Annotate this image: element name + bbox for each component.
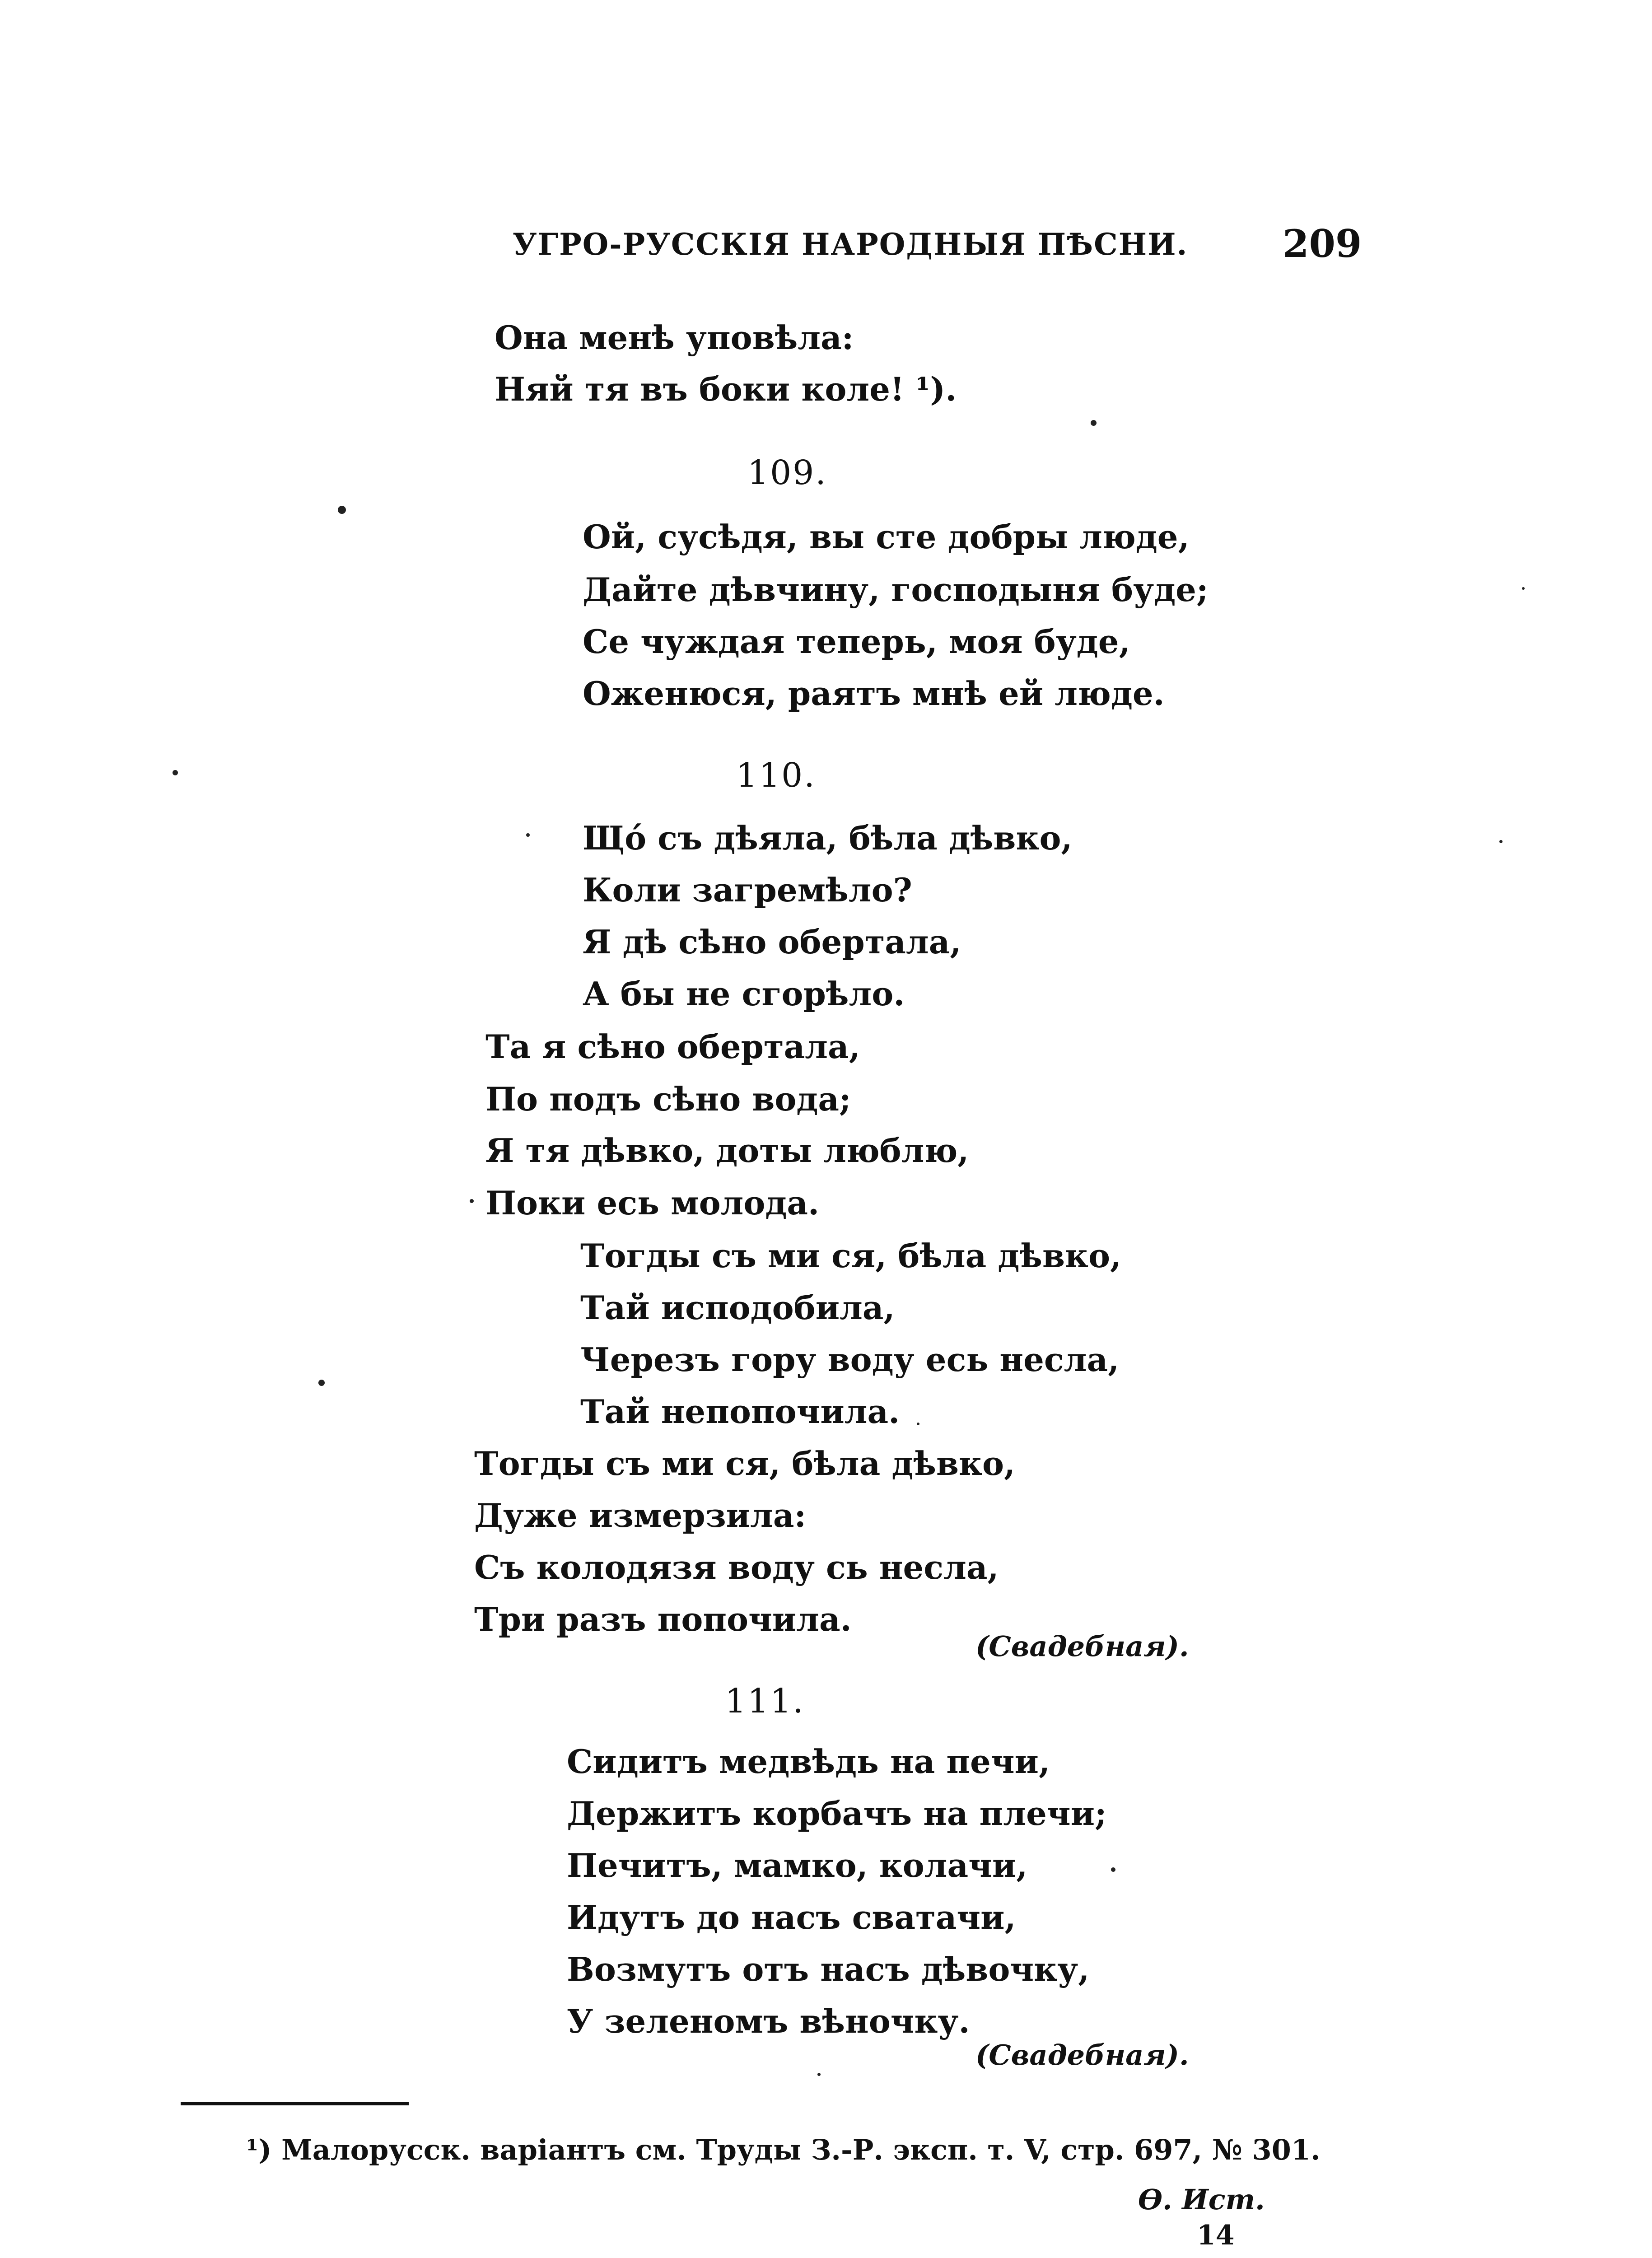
verse-line: Я дѣ сѣно обертала,: [583, 923, 961, 961]
song-number: 111.: [725, 1682, 805, 1721]
verse-line: Дуже измерзила:: [474, 1496, 807, 1535]
verse-line: Коли загремѣло?: [583, 871, 912, 909]
page-number: 209: [1283, 221, 1362, 266]
footnote: ¹) Малорусск. варіантъ см. Труды З.-Р. эксп. т. V, стр. 697, № 301.: [246, 2133, 1321, 2166]
verse-line: Я тя дѣвко, доты люблю,: [485, 1131, 969, 1170]
verse-line: Тогды съ ми ся, бѣла дѣвко,: [474, 1444, 1016, 1483]
scan-speck: [1091, 420, 1097, 426]
verse-line: Тай непопочила.: [580, 1392, 900, 1431]
verse-line: У зеленомъ вѣночку.: [567, 2002, 970, 2040]
footnote-rule: [181, 2102, 409, 2105]
scan-speck: [1522, 587, 1525, 590]
verse-line: Тай исподобила,: [580, 1288, 895, 1327]
verse-line: Щó съ дѣяла, бѣла дѣвко,: [583, 819, 1073, 857]
scan-speck: [917, 1423, 919, 1425]
scan-speck: [173, 770, 178, 775]
verse-line: Держитъ корбачъ на плечи;: [567, 1794, 1107, 1833]
verse-line: Та я сѣно обертала,: [485, 1027, 860, 1066]
verse-line: Печитъ, мамко, колачи,: [567, 1846, 1028, 1885]
scan-speck: [470, 1199, 474, 1203]
scan-speck: [1499, 840, 1503, 843]
song-number: 110.: [736, 756, 816, 795]
verse-line: Черезъ гору воду есь несла,: [580, 1340, 1120, 1379]
verse-line: Поки есь молода.: [485, 1184, 820, 1222]
verse-line: Дайте дѣвчину, господыня буде;: [583, 570, 1209, 609]
verse-line: Тогды съ ми ся, бѣла дѣвко,: [580, 1236, 1122, 1275]
running-title: УГРО-РУССКІЯ НАРОДНЫЯ ПѢСНИ.: [513, 227, 1188, 262]
verse-line: Возмутъ отъ насъ дѣвочку,: [567, 1950, 1090, 1988]
continuation-line: Она менѣ уповѣла:: [495, 318, 854, 357]
verse-line: А бы не сгорѣло.: [583, 975, 905, 1013]
scan-speck: [817, 2073, 821, 2076]
continuation-line: Няй тя въ боки коле! ¹).: [495, 370, 957, 408]
scan-speck: [338, 506, 346, 514]
signature-initials: Ѳ. Ист.: [1138, 2183, 1265, 2216]
scan-speck: [526, 833, 530, 837]
genre-note: (Свадебная).: [975, 2039, 1189, 2071]
verse-line: Идутъ до насъ сватачи,: [567, 1898, 1016, 1936]
genre-note: (Свадебная).: [975, 1630, 1189, 1663]
scan-speck: [318, 1380, 325, 1386]
verse-line: Съ колодязя воду сь несла,: [474, 1548, 999, 1586]
verse-line: Се чуждая теперь, моя буде,: [583, 622, 1130, 661]
song-number: 109.: [747, 453, 827, 492]
verse-line: Три разъ попочила.: [474, 1600, 852, 1638]
verse-line: Ой, сусѣдя, вы сте добры люде,: [583, 518, 1190, 556]
verse-line: Сидитъ медвѣдь на печи,: [567, 1742, 1050, 1781]
scan-speck: [1111, 1867, 1115, 1872]
verse-line: По подъ сѣно вода;: [485, 1080, 851, 1118]
signature-sheet-number: 14: [1197, 2220, 1235, 2251]
verse-line: Оженюся, раятъ мнѣ ей люде.: [583, 674, 1165, 713]
